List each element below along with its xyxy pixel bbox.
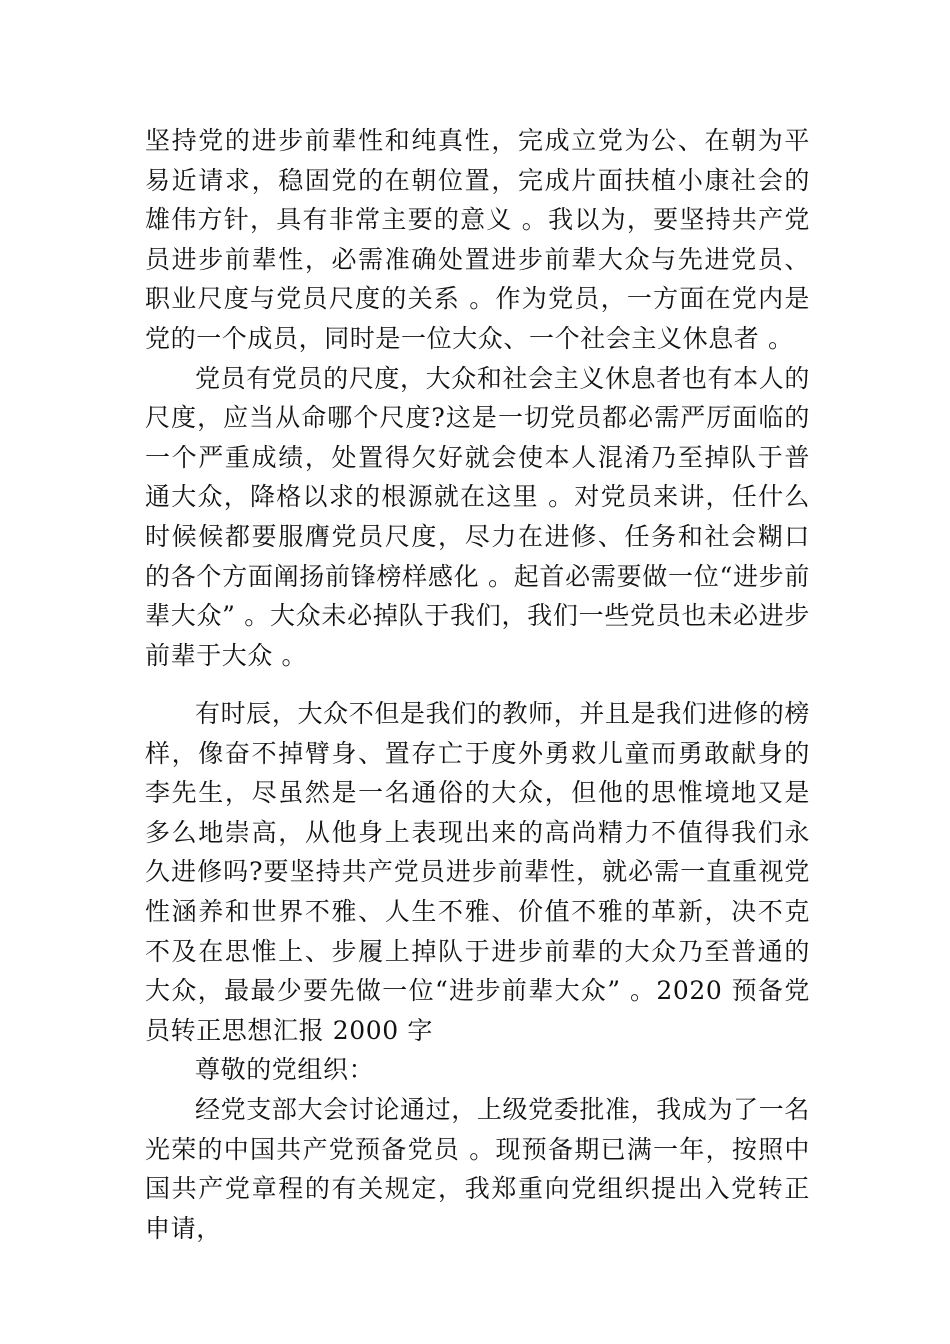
paragraph: 有时辰，大众不但是我们的教师，并且是我们进修的榜样，像奋不掉臂身、置存亡于度外勇救儿童而勇敢献身的李先生，尽虽然是一名通俗的大众，但他的思惟境地又是多么地崇高，从他身上表现出来的高尚精力不值得我们永久进修吗?要坚持共产党员进步前辈性，就必需一直重视党性涵养和世界不雅、人生不雅、价值不雅的革新，决不克不及在思惟上、步履上掉队于进步前辈的大众乃至普通的大众，最最少要先做一位“进步前辈大众” 。2020 预备党员转正思想汇报 2000 字 bbox=[145, 699, 810, 1045]
salutation: 尊敬的党组织： bbox=[195, 1055, 375, 1085]
paragraph: 坚持党的进步前辈性和纯真性，完成立党为公、在朝为平易近请求，稳固党的在朝位置，完成片面扶植小康社会的雄伟方针，具有非常主要的意义 。我以为，要坚持共产党员进步前辈性，必需准确处置进步前辈大众与先进党员、职业尺度与党员尺度的关系 。作为党员，一方面在党内是党的一个成员，同时是一位大众、一个社会主义休息者 。 bbox=[145, 126, 810, 353]
paragraph: 党员有党员的尺度，大众和社会主义休息者也有本人的尺度，应当从命哪个尺度?这是一切党员都必需严厉面临的一个严重成绩，处置得欠好就会使本人混淆乃至掉队于普通大众，降格以求的根源就在这里 。对党员来讲，任什么时候候都要服膺党员尺度，尽力在进修、任务和社会糊口的各个方面阐扬前锋榜样感化 。起首必需要做一位“进步前辈大众” 。大众未必掉队于我们，我们一些党员也未必进步前辈于大众 。 bbox=[145, 363, 810, 670]
paragraph: 经党支部大会讨论通过，上级党委批准，我成为了一名光荣的中国共产党预备党员 。现预备期已满一年，按照中国共产党章程的有关规定，我郑重向党组织提出入党转正申请， bbox=[145, 1094, 810, 1243]
text-block-1 bbox=[145, 121, 810, 675]
text-block-2 bbox=[145, 694, 810, 1248]
